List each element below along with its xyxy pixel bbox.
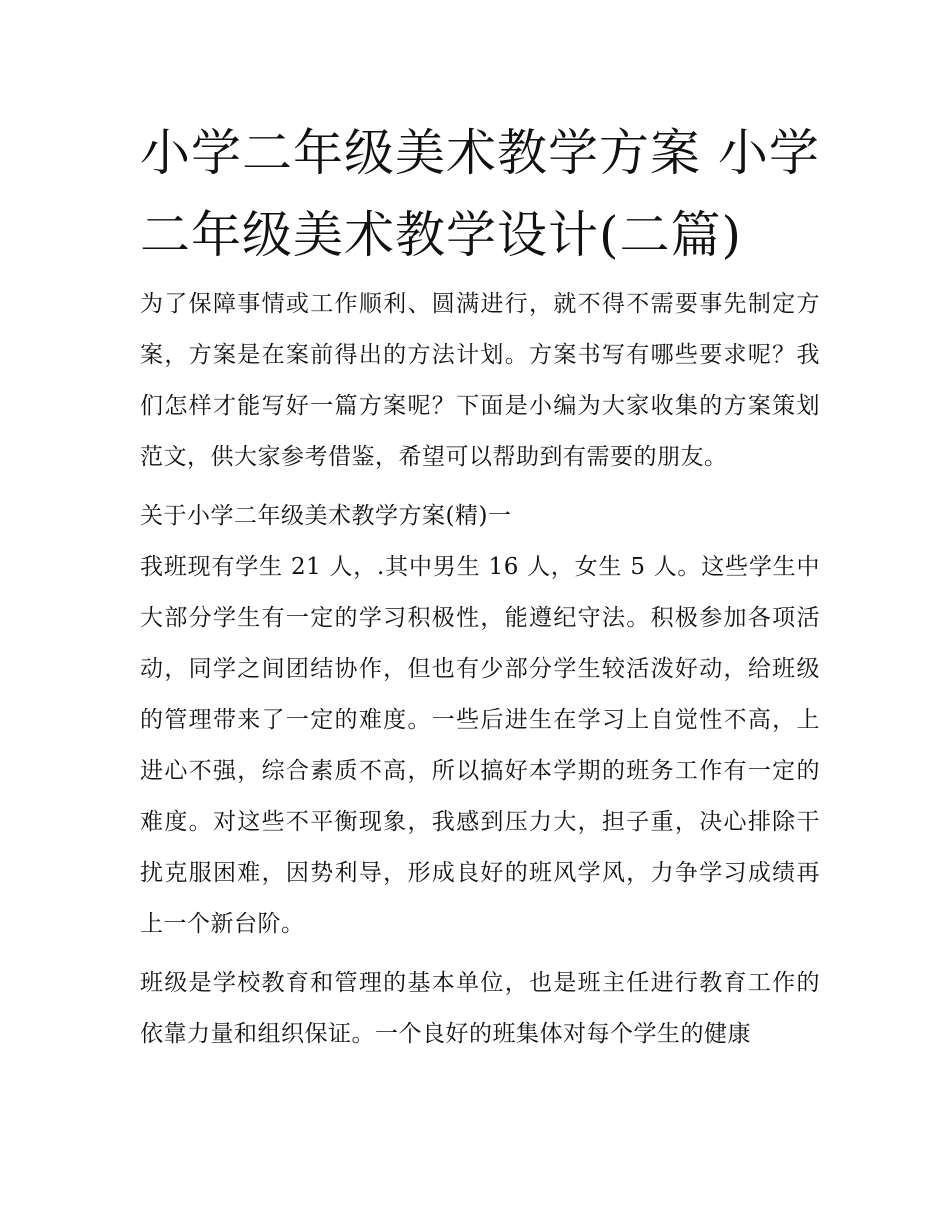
document-body [140, 279, 820, 1068]
class-situation-paragraph: 我班现有学生 21 人，.其中男生 16 人，女生 5 人。这些学生中大部分学生有一定的学习积极性，能遵纪守法。积极参加各项活动，同学之间团结协作，但也有少部分学生较活泼好动，给班级的管理带来了一定的难度。一些后进生在学习上自觉性不高，上进心不强，综合素质不高，所以搞好本学期的班务工作有一定的难度。对这些不平衡现象，我感到压力大，担子重，决心排除干扰克服困难，因势利导，形成良好的班风学风，力争学习成绩再上一个新台阶。 [140, 554, 820, 937]
class-management-paragraph: 班级是学校教育和管理的基本单位，也是班主任进行教育工作的依靠力量和组织保证。一个良好的班集体对每个学生的健康 [140, 970, 820, 1047]
document-title: 小学二年级美术教学方案 小学二年级美术教学设计(二篇) [140, 124, 820, 264]
intro-paragraph: 为了保障事情或工作顺利、圆满进行，就不得不需要事先制定方案，方案是在案前得出的方法计划。方案书写有哪些要求呢？我们怎样才能写好一篇方案呢？下面是小编为大家收集的方案策划范文，供大家参考借鉴，希望可以帮助到有需要的朋友。 [140, 291, 820, 470]
section-heading: 关于小学二年级美术教学方案(精)一 [140, 503, 512, 529]
